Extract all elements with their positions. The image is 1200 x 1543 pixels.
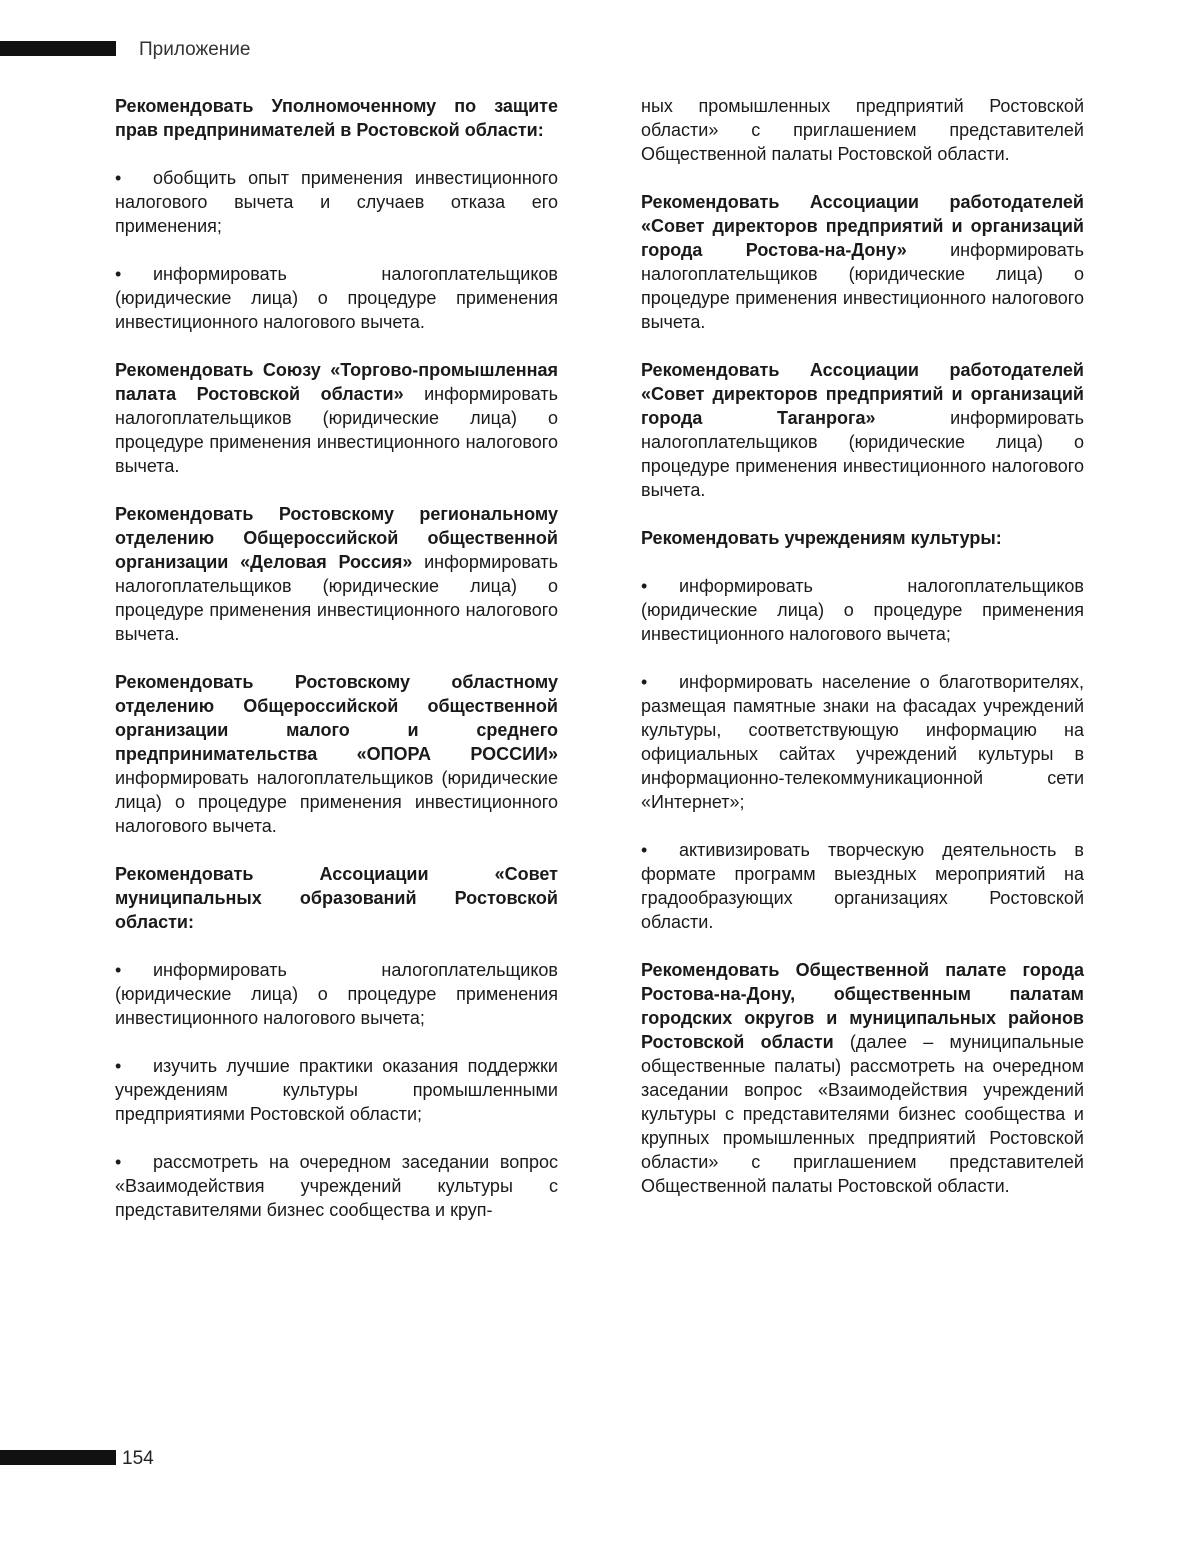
bullet-icon: • <box>641 840 648 860</box>
paragraph <box>641 526 1084 550</box>
paragraph-bold: Рекомендовать Ассоциации работодателей «Совет директоров предприятий и организаций города Таганрога» <box>641 360 1084 428</box>
paragraph-bold: Рекомендовать Ростовскому региональному отделению Общероссийской общественной организации «Деловая Россия» <box>115 504 558 572</box>
bullet-icon: • <box>641 576 648 596</box>
footer-bar <box>0 1450 116 1465</box>
bullet-icon: • <box>641 672 648 692</box>
bullet-text: информировать население о благотворителях, размещая памятные знаки на фасадах учреждений культуры, соответствующую информацию на официальных сайтах учреждений культуры в информационно-телекоммуникационной сети «Интернет»; <box>641 672 1084 812</box>
paragraph-text: ных промышленных предприятий Ростовской области» с приглашением представителей Общественной палаты Ростовской области. <box>641 96 1084 164</box>
bullet-icon: • <box>115 1056 122 1076</box>
paragraph <box>115 670 558 838</box>
bullet-text: информировать налогоплательщиков (юридические лица) о процедуре применения инвестиционного налогового вычета; <box>115 960 558 1028</box>
bullet-item <box>641 838 1084 934</box>
bullet-text: информировать налогоплательщиков (юридические лица) о процедуре применения инвестиционного налогового вычета; <box>641 576 1084 644</box>
bullet-item <box>115 958 558 1030</box>
bullet-text: активизировать творческую деятельность в формате программ выездных мероприятий на градообразующих организациях Ростовской области. <box>641 840 1084 932</box>
paragraph-bold: Рекомендовать Союзу «Торгово-промышленная палата Ростовской области» <box>115 360 558 404</box>
left-column <box>115 94 558 1246</box>
bullet-icon: • <box>115 168 122 188</box>
bullet-icon: • <box>115 1152 122 1172</box>
bullet-text: обобщить опыт применения инвестиционного налогового вычета и случаев отказа его применения; <box>115 168 558 236</box>
right-column <box>641 94 1084 1222</box>
page-number: 154 <box>122 1448 154 1469</box>
bullet-text: информировать налогоплательщиков (юридические лица) о процедуре применения инвестиционного налогового вычета. <box>115 264 558 332</box>
paragraph-bold: Рекомендовать Общественной палате города Ростова-на-Дону, общественным палатам городских округов и муниципальных районов Ростовской области <box>641 960 1084 1052</box>
bullet-item <box>115 1054 558 1126</box>
paragraph-bold: Рекомендовать учреждениям культуры: <box>641 528 1002 548</box>
bullet-icon: • <box>115 264 122 284</box>
paragraph <box>115 862 558 934</box>
paragraph-text: информировать налогоплательщиков (юридические лица) о процедуре применения инвестиционного налогового вычета. <box>641 408 1084 500</box>
header-bar <box>0 41 116 56</box>
bullet-text: изучить лучшие практики оказания поддержки учреждениям культуры промышленными предприятиями Ростовской области; <box>115 1056 558 1124</box>
section-title: Приложение <box>139 39 251 60</box>
bullet-item <box>115 1150 558 1222</box>
bullet-item <box>115 262 558 334</box>
bullet-item <box>641 670 1084 814</box>
paragraph <box>641 190 1084 334</box>
paragraph <box>115 502 558 646</box>
paragraph-text: информировать налогоплательщиков (юридические лица) о процедуре применения инвестиционного налогового вычета. <box>115 768 558 836</box>
paragraph-bold: Рекомендовать Ассоциации «Совет муниципальных образований Ростовской области: <box>115 864 558 932</box>
paragraph-bold: Рекомендовать Уполномоченному по защите прав предпринимателей в Ростовской области: <box>115 96 558 140</box>
bullet-icon: • <box>115 960 122 980</box>
paragraph-text: (далее – муниципальные общественные палаты) рассмотреть на очередном заседании вопрос «Взаимодействия учреждений культуры с представителями бизнес сообщества и крупных промышленных предприятий Ростовской области» с приглашением представителей Общественной палаты Ростовской области. <box>641 1032 1084 1196</box>
paragraph <box>115 94 558 142</box>
bullet-text: рассмотреть на очередном заседании вопрос «Взаимодействия учреждений культуры с представителями бизнес сообщества и круп- <box>115 1152 558 1220</box>
paragraph-text: информировать налогоплательщиков (юридические лица) о процедуре применения инвестиционного налогового вычета. <box>641 240 1084 332</box>
paragraph-bold: Рекомендовать Ростовскому областному отделению Общероссийской общественной организации малого и среднего предпринимательства «ОПОРА РОССИИ» <box>115 672 558 764</box>
paragraph-text: информировать налогоплательщиков (юридические лица) о процедуре применения инвестиционного налогового вычета. <box>115 384 558 476</box>
paragraph-text: информировать налогоплательщиков (юридические лица) о процедуре применения инвестиционного налогового вычета. <box>115 552 558 644</box>
paragraph <box>115 358 558 478</box>
bullet-item <box>115 166 558 238</box>
paragraph-bold: Рекомендовать Ассоциации работодателей «Совет директоров предприятий и организаций города Ростова-на-Дону» <box>641 192 1084 260</box>
paragraph <box>641 358 1084 502</box>
paragraph <box>641 958 1084 1198</box>
bullet-item <box>641 574 1084 646</box>
paragraph <box>641 94 1084 166</box>
